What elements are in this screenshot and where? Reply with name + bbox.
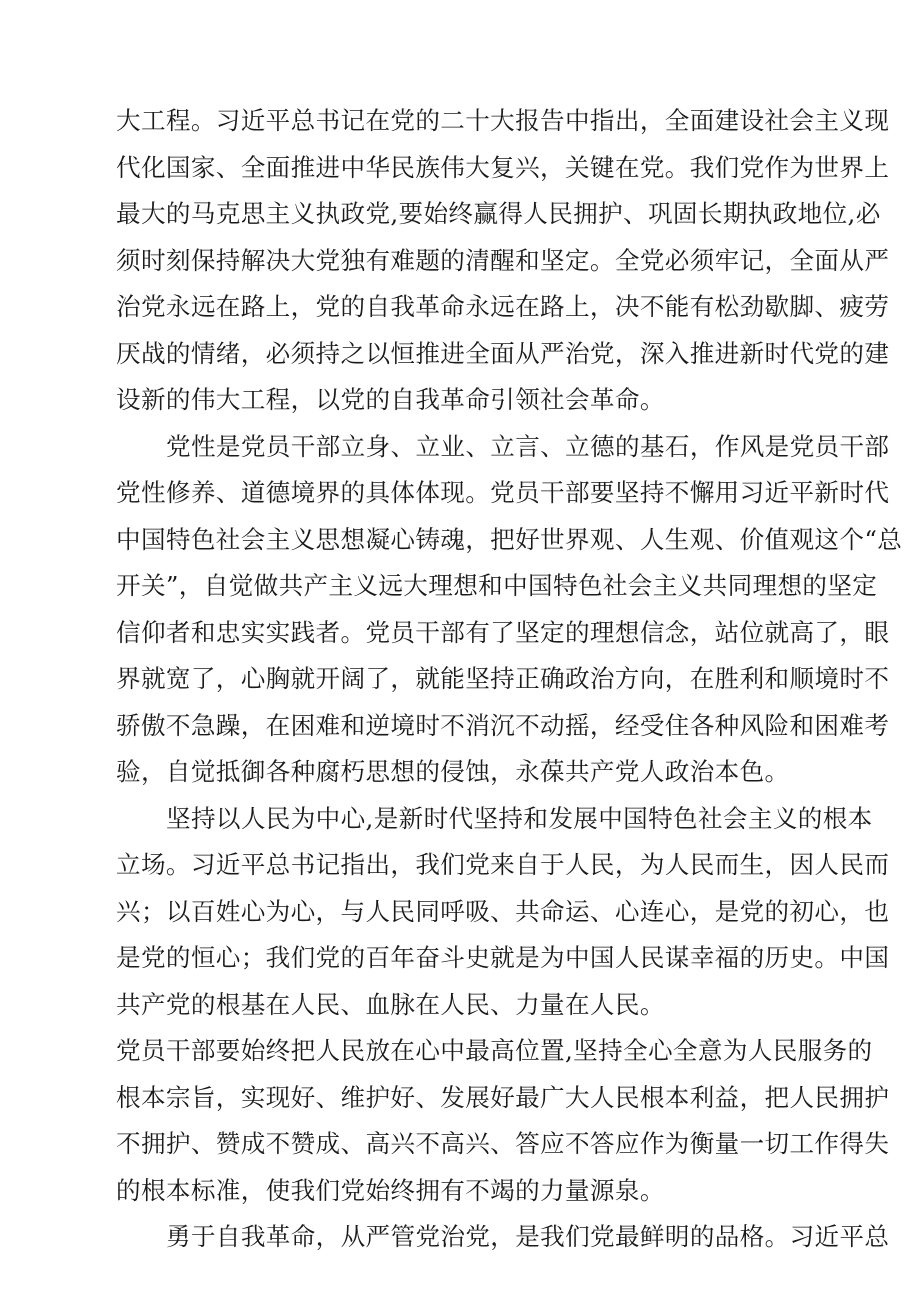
text-line: 大工程。习近平总书记在党的二十大报告中指出，全面建设社会主义现 (116, 106, 890, 135)
text-line: 党员干部要始终把人民放在心中最高位置,坚持全心全意为人民服务的 (116, 1036, 873, 1065)
body-text (116, 98, 903, 1261)
paragraph-start-line: 坚持以人民为中心,是新时代坚持和发展中国特色社会主义的根本 (166, 803, 873, 833)
text-line: 须时刻保持解决大党独有难题的清醒和坚定。全党必须牢记，全面从严 (116, 245, 890, 275)
text-line: 设新的伟大工程，以党的自我革命引领社会革命。 (116, 385, 665, 414)
text-line: 开关”，自觉做共产主义远大理想和中国特色社会主义共同理想的坚定 (116, 571, 878, 600)
text-line: 代化国家、全面推进中华民族伟大复兴，关键在党。我们党作为世界上 (116, 152, 890, 182)
paragraph-start-line: 党性是党员干部立身、立业、立言、立德的基石，作风是党员干部 (166, 431, 890, 461)
text-line: 的根本标准，使我们党始终拥有不竭的力量源泉。 (116, 1175, 665, 1205)
text-line: 厌战的情绪，必须持之以恒推进全面从严治党，深入推进新时代党的建 (116, 338, 890, 368)
text-line: 骄傲不急躁，在困难和逆境时不消沉不动摇，经受住各种风险和困难考 (116, 710, 890, 740)
paragraph-start-line: 勇于自我革命，从严管党治党，是我们党最鲜明的品格。习近平总 (166, 1222, 890, 1251)
text-line: 立场。习近平总书记指出，我们党来自于人民，为人民而生，因人民而 (116, 850, 890, 879)
text-line: 根本宗旨，实现好、维护好、发展好最广大人民根本利益，把人民拥护 (116, 1082, 890, 1112)
text-line: 是党的恒心；我们党的百年奋斗史就是为中国人民谋幸福的历史。中国 (116, 943, 890, 972)
text-line: 中国特色社会主义思想凝心铸魂，把好世界观、人生观、价值观这个“总 (116, 524, 903, 554)
text-line: 兴；以百姓心为心，与人民同呼吸、共命运、心连心，是党的初心，也 (116, 896, 890, 926)
text-line: 党性修养、道德境界的具体体现。党员干部要坚持不懈用习近平新时代 (116, 478, 890, 507)
text-line: 不拥护、赞成不赞成、高兴不高兴、答应不答应作为衡量一切工作得失 (116, 1129, 890, 1158)
text-line: 最大的马克思主义执政党,要始终赢得人民拥护、巩固长期执政地位,必 (116, 199, 881, 228)
text-line: 界就宽了，心胸就开阔了，就能坚持正确政治方向，在胜利和顺境时不 (116, 664, 890, 693)
text-line: 治党永远在路上，党的自我革命永远在路上，决不能有松劲歇脚、疲劳 (116, 292, 890, 321)
text-line: 信仰者和忠实实践者。党员干部有了坚定的理想信念，站位就高了，眼 (116, 617, 890, 647)
text-line: 共产党的根基在人民、血脉在人民、力量在人民。 (116, 989, 665, 1019)
text-line: 验，自觉抵御各种腐朽思想的侵蚀，永葆共产党人政治本色。 (116, 757, 790, 786)
